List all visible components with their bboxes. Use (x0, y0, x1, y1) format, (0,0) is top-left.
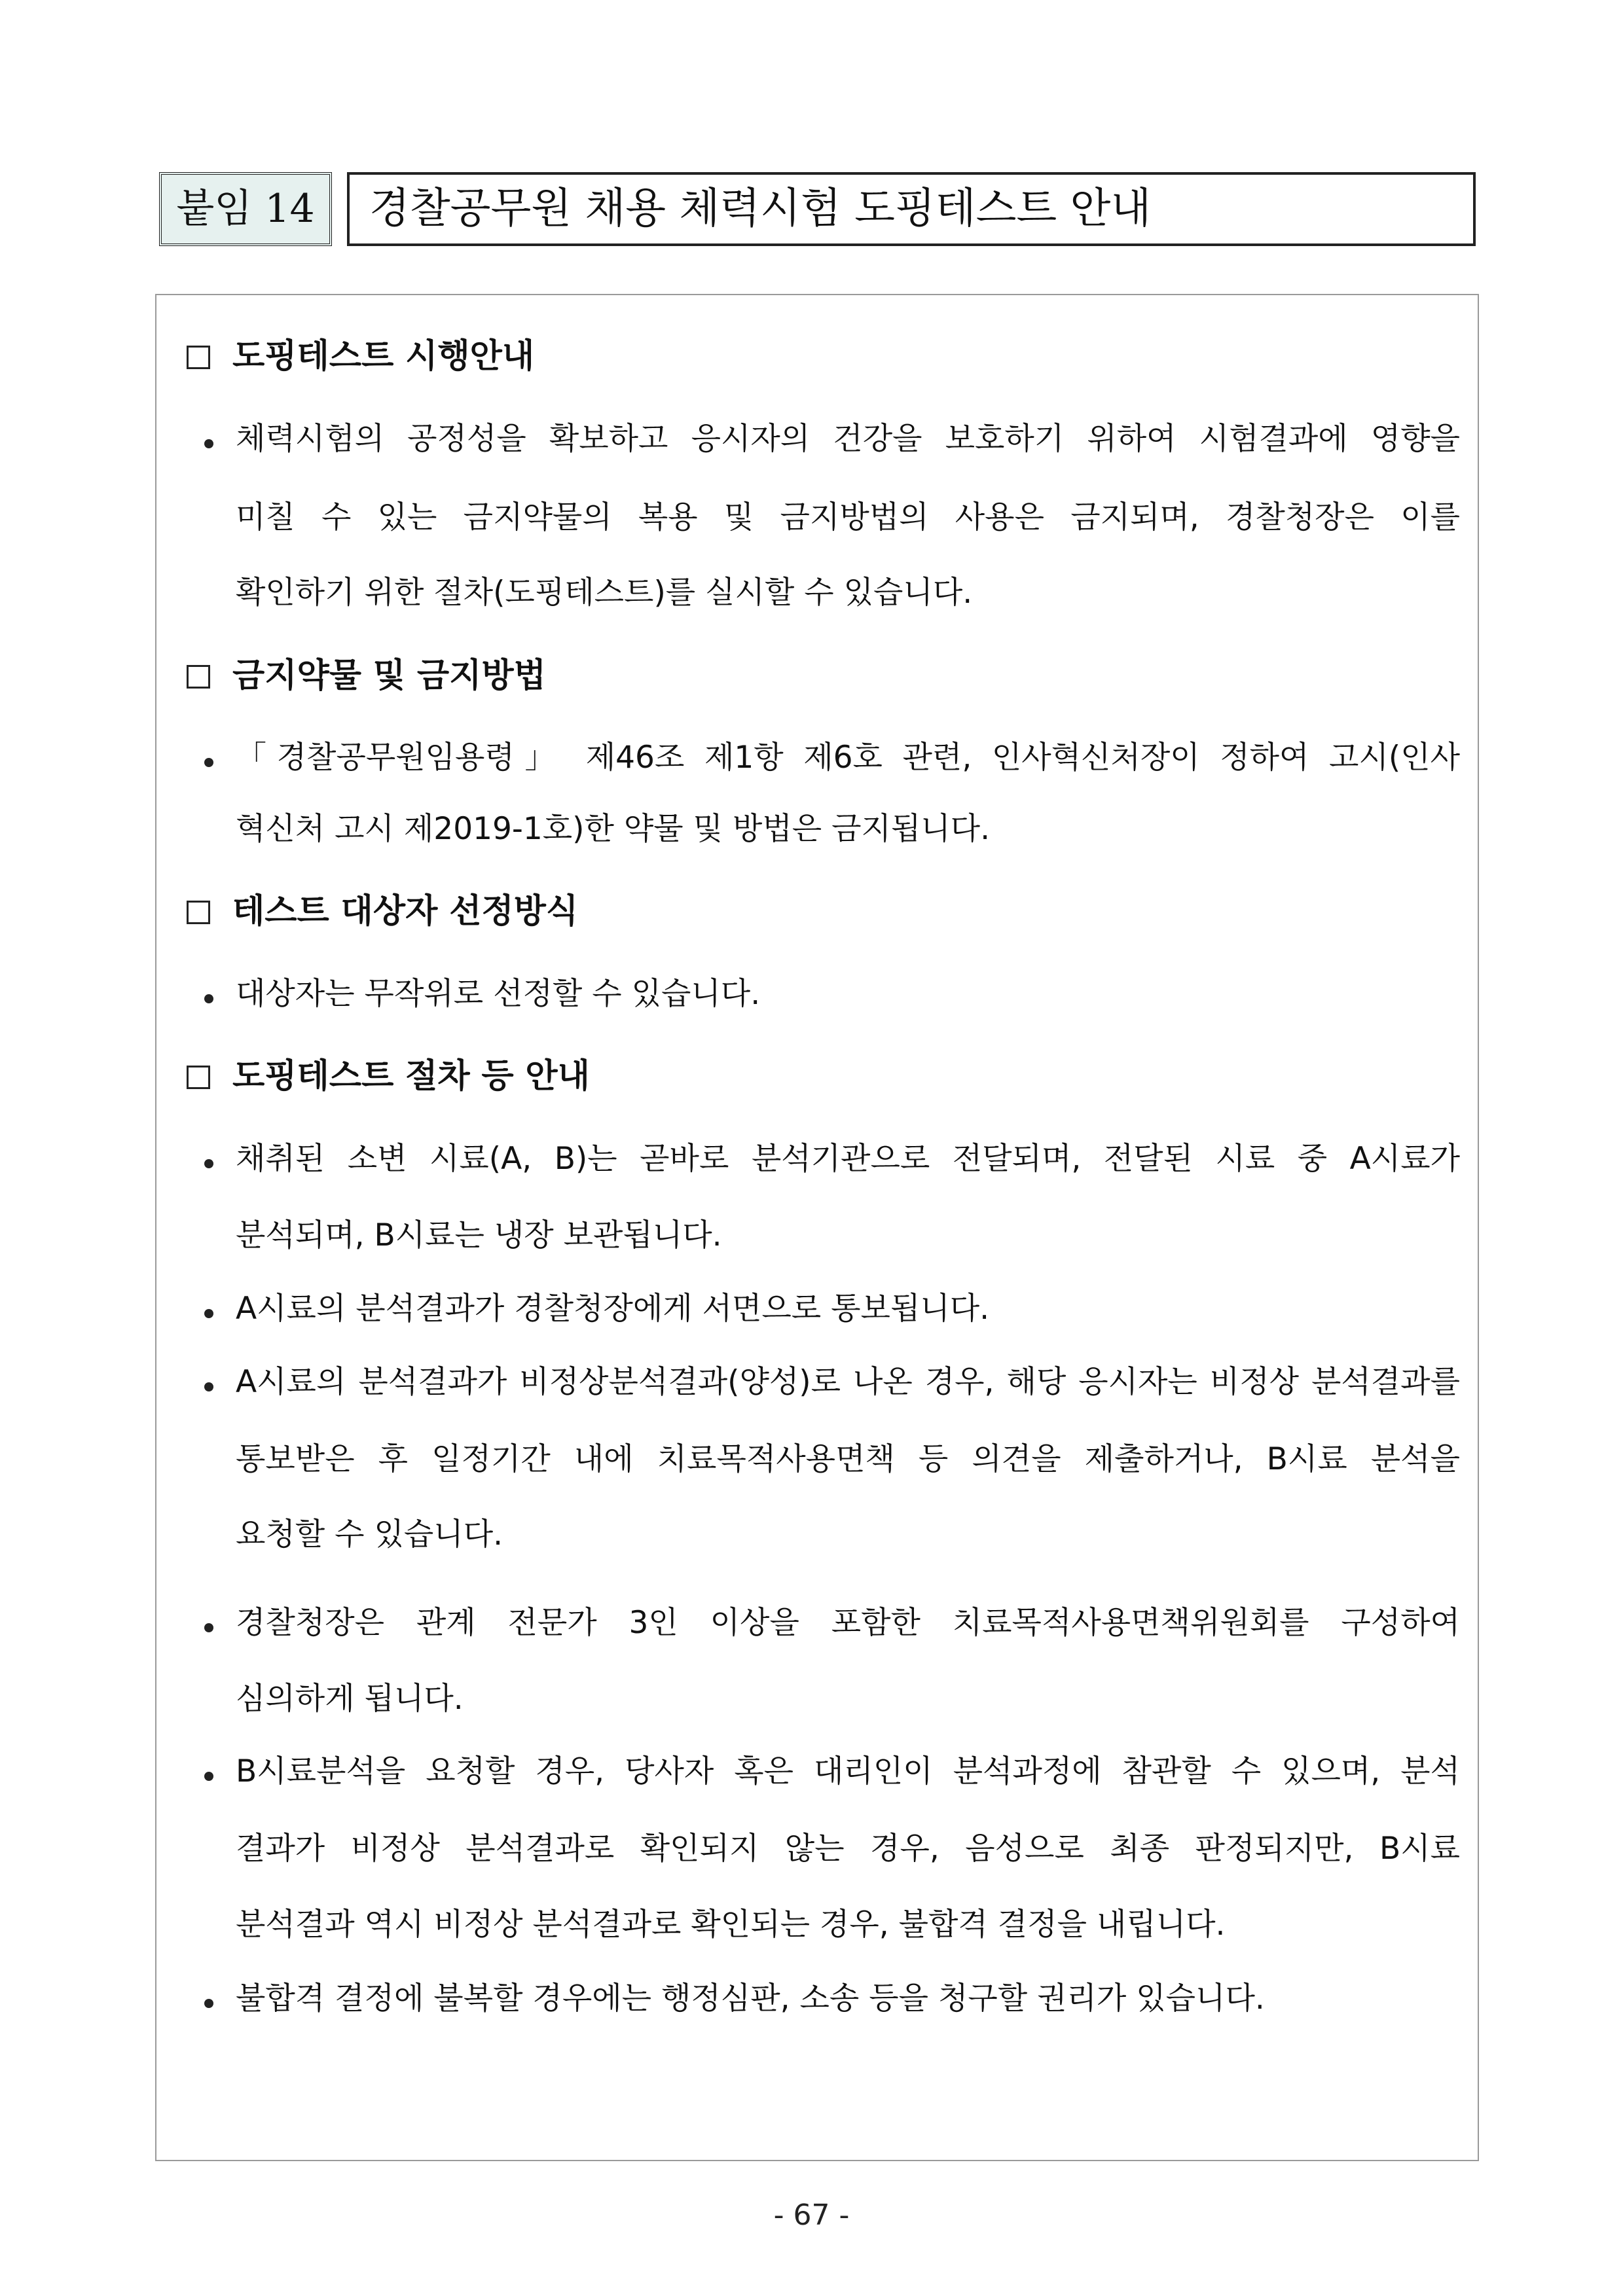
checkbox-square-icon (187, 665, 210, 689)
attachment-label: 붙임 14 (159, 172, 332, 246)
bullet-text-line: A시료의 분석결과가 비정상분석결과(양성)로 나온 경우, 해당 응시자는 비정상 분석결과를 (236, 1364, 1460, 1400)
page-number: - 67 - (773, 2198, 850, 2232)
bullet-text-line: 확인하기 위한 절차(도핑테스트)를 실시할 수 있습니다. (236, 575, 973, 611)
bullet-dot-icon (204, 439, 213, 448)
bullet-text-line: 미칠 수 있는 금지약물의 복용 및 금지방법의 사용은 금지되며, 경찰청장은 이를 (236, 499, 1460, 535)
bullet-text-line: 불합격 결정에 불복할 경우에는 행정심판, 소송 등을 청구할 권리가 있습니다. (236, 1981, 1265, 2017)
bullet-dot-icon (204, 1772, 213, 1781)
bullet-text-line: 심의하게 됩니다. (236, 1681, 464, 1717)
bullet-text-line: A시료의 분석결과가 경찰청장에게 서면으로 통보됩니다. (236, 1291, 990, 1327)
section-heading-text: 도핑테스트 절차 등 안내 (232, 1057, 590, 1096)
bullet-text-line: 대상자는 무작위로 선정할 수 있습니다. (236, 976, 761, 1012)
section-heading (187, 653, 546, 699)
bullet-dot-icon (204, 758, 213, 767)
bullet-dot-icon (204, 1623, 213, 1632)
bullet-dot-icon (204, 1382, 213, 1391)
bullet-dot-icon (204, 1999, 213, 2008)
checkbox-square-icon (187, 901, 210, 924)
section-heading (187, 334, 534, 380)
bullet-text-line: 분석되며, B시료는 냉장 보관됩니다. (236, 1217, 722, 1253)
bullet-text-line: 체력시험의 공정성을 확보하고 응시자의 건강을 보호하기 위하여 시험결과에 영향을 (236, 421, 1460, 457)
bullet-text-line: 결과가 비정상 분석결과로 확인되지 않는 경우, 음성으로 최종 판정되지만, B시료 (236, 1831, 1460, 1867)
bullet-text-line: 혁신처 고시 제2019-1호)한 약물 및 방법은 금지됩니다. (236, 811, 991, 847)
bullet-dot-icon (204, 1309, 213, 1318)
bullet-dot-icon (204, 994, 213, 1003)
bullet-dot-icon (204, 1159, 213, 1168)
checkbox-square-icon (187, 346, 210, 369)
section-heading (187, 889, 578, 935)
section-heading-text: 도핑테스트 시행안내 (232, 337, 535, 376)
section-heading-text: 금지약물 및 금지방법 (232, 656, 546, 695)
bullet-text-line: 통보받은 후 일정기간 내에 치료목적사용면책 등 의견을 제출하거나, B시료 분석을 (236, 1441, 1460, 1477)
checkbox-square-icon (187, 1066, 210, 1089)
bullet-text-line: 요청할 수 있습니다. (236, 1516, 503, 1552)
bullet-text-line: 채취된 소변 시료(A, B)는 곧바로 분석기관으로 전달되며, 전달된 시료 중 A시료가 (236, 1141, 1460, 1177)
bullet-text-line: 경찰청장은 관계 전문가 3인 이상을 포함한 치료목적사용면책위원회를 구성하여 (236, 1605, 1460, 1641)
bullet-text-line: 「경찰공무원임용령」 제46조 제1항 제6호 관련, 인사혁신처장이 정하여 고시(인사 (236, 740, 1460, 776)
bullet-text-line: 분석결과 역시 비정상 분석결과로 확인되는 경우, 불합격 결정을 내립니다. (236, 1907, 1226, 1943)
page-title: 경찰공무원 채용 체력시험 도핑테스트 안내 (347, 172, 1476, 246)
section-heading (187, 1054, 590, 1100)
section-heading-text: 테스트 대상자 선정방식 (232, 892, 579, 931)
bullet-text-line: B시료분석을 요청할 경우, 당사자 혹은 대리인이 분석과정에 참관할 수 있으며, 분석 (236, 1753, 1460, 1789)
